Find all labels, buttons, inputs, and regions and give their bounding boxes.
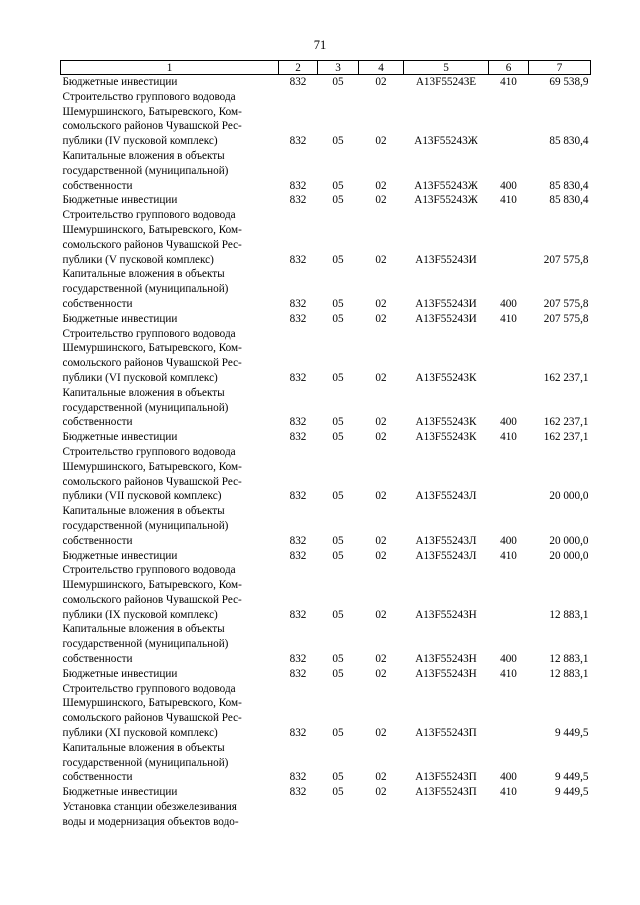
row-expense-type-cell: 400 [500, 771, 517, 784]
row-subsection-cell: 02 [375, 371, 387, 384]
table-row [61, 193, 591, 208]
table-row [61, 386, 591, 430]
row-target-article-cell: А13F55243И [415, 312, 477, 325]
row-expense-type-cell [489, 445, 529, 504]
row-section-cell: 05 [332, 667, 344, 680]
row-subsection-cell: 02 [375, 653, 387, 666]
row-expense-type-cell [489, 208, 529, 267]
row-section-cell: 05 [332, 76, 344, 88]
row-amount-cell: 9 449,5 [554, 727, 589, 740]
row-amount-cell: 20 000,0 [549, 549, 589, 562]
row-subsection-cell: 02 [375, 608, 387, 621]
column-header: 7 [529, 61, 591, 75]
row-name-cell: Строительство группового водовода Шемуршинского, Батыревского, Ком- сомольского районов Чувашской Рес- публики (V пусковой комплекс) [62, 209, 242, 266]
table-row [61, 312, 591, 327]
row-amount-cell: 162 237,1 [543, 371, 589, 384]
row-code-cell: 832 [289, 490, 307, 503]
row-expense-type-cell [489, 563, 529, 622]
row-expense-type-cell [489, 800, 529, 830]
row-subsection-cell: 02 [375, 667, 387, 680]
row-section-cell: 05 [332, 371, 344, 384]
row-code-cell: 832 [289, 297, 307, 310]
row-target-article-cell [404, 800, 489, 830]
row-section-cell: 05 [332, 312, 344, 325]
row-target-article-cell: А13F55243Ж [414, 179, 478, 192]
row-target-article-cell: А13F55243Ж [414, 194, 478, 207]
table-row [61, 667, 591, 682]
row-amount-cell: 162 237,1 [543, 431, 589, 444]
column-header: 2 [279, 61, 318, 75]
row-amount-cell: 207 575,8 [543, 253, 589, 266]
row-section-cell: 05 [332, 416, 344, 429]
row-expense-type-cell [489, 682, 529, 741]
row-target-article-cell: А13F55243Л [415, 534, 477, 547]
row-code-cell: 832 [289, 194, 307, 207]
row-expense-type-cell: 410 [500, 194, 517, 207]
row-section-cell: 05 [332, 253, 344, 266]
row-expense-type-cell: 410 [500, 667, 517, 680]
table-row [61, 267, 591, 311]
row-code-cell: 832 [289, 135, 307, 148]
row-section-cell: 05 [332, 534, 344, 547]
row-amount-cell [529, 800, 591, 830]
row-amount-cell: 12 883,1 [549, 653, 589, 666]
row-subsection-cell: 02 [375, 179, 387, 192]
row-name-cell: Бюджетные инвестиции [62, 194, 178, 207]
row-expense-type-cell [489, 90, 529, 149]
row-section-cell: 05 [332, 771, 344, 784]
row-section-cell: 05 [332, 135, 344, 148]
row-expense-type-cell: 410 [500, 431, 517, 444]
row-amount-cell: 12 883,1 [549, 667, 589, 680]
row-expense-type-cell: 400 [500, 297, 517, 310]
row-name-cell: Установка станции обезжелезивания воды и модернизация объектов водо- [62, 801, 239, 828]
table-row [61, 327, 591, 386]
row-target-article-cell: А13F55243П [415, 727, 477, 740]
page-number: 71 [313, 38, 327, 52]
row-expense-type-cell: 410 [500, 549, 517, 562]
row-name-cell: Бюджетные инвестиции [62, 431, 178, 444]
row-expense-type-cell: 400 [500, 653, 517, 666]
row-amount-cell: 85 830,4 [549, 135, 589, 148]
row-target-article-cell: А13F55243Н [415, 667, 477, 680]
row-name-cell: Бюджетные инвестиции [62, 667, 178, 680]
row-name-cell: Строительство группового водовода Шемуршинского, Батыревского, Ком- сомольского районов Чувашской Рес- публики (IV пусковой комплекс) [62, 90, 242, 148]
row-code-cell: 832 [289, 431, 307, 444]
row-name-cell: Капитальные вложения в объекты государственной (муниципальной) собственности [62, 505, 229, 547]
row-amount-cell: 162 237,1 [543, 416, 589, 429]
row-target-article-cell: А13F55243И [415, 297, 477, 310]
column-header: 1 [61, 61, 279, 75]
row-amount-cell: 85 830,4 [549, 179, 589, 192]
row-name-cell: Бюджетные инвестиции [62, 549, 178, 562]
row-name-cell: Капитальные вложения в объекты государственной (муниципальной) собственности [62, 741, 229, 784]
row-code-cell: 832 [289, 786, 307, 799]
row-subsection-cell: 02 [375, 549, 387, 562]
row-name-cell: Строительство группового водовода Шемуршинского, Батыревского, Ком- сомольского районов Чувашской Рес- публики (VI пусковой комплекс) [62, 327, 242, 384]
row-target-article-cell: А13F55243П [415, 771, 477, 784]
row-expense-type-cell: 410 [500, 312, 517, 325]
row-target-article-cell: А13F55243К [415, 371, 477, 384]
table-row [61, 785, 591, 800]
row-section-cell: 05 [332, 608, 344, 621]
row-section-cell: 05 [332, 179, 344, 192]
row-target-article-cell: А13F55243Л [415, 490, 477, 503]
row-amount-cell: 20 000,0 [549, 534, 589, 547]
row-target-article-cell: А13F55243К [415, 431, 477, 444]
row-amount-cell: 9 449,5 [554, 786, 589, 799]
column-header: 6 [489, 61, 529, 75]
column-header-row [61, 61, 591, 75]
table-row [61, 208, 591, 267]
row-amount-cell: 207 575,8 [543, 297, 589, 310]
row-name-cell: Строительство группового водовода Шемуршинского, Батыревского, Ком- сомольского районов Чувашской Рес- публики (IX пусковой комплекс) [62, 564, 242, 621]
row-expense-type-cell: 400 [500, 179, 517, 192]
row-code-cell: 832 [289, 371, 307, 384]
row-code-cell [279, 800, 318, 830]
row-expense-type-cell: 410 [500, 786, 517, 799]
row-code-cell: 832 [289, 416, 307, 429]
row-code-cell: 832 [289, 667, 307, 680]
row-code-cell: 832 [289, 771, 307, 784]
row-expense-type-cell: 400 [500, 534, 517, 547]
row-amount-cell: 207 575,8 [543, 312, 589, 325]
row-code-cell: 832 [289, 534, 307, 547]
row-name-cell: Капитальные вложения в объекты государственной (муниципальной) собственности [62, 268, 229, 310]
row-subsection-cell: 02 [375, 253, 387, 266]
row-subsection-cell: 02 [375, 534, 387, 547]
column-header: 5 [404, 61, 489, 75]
row-name-cell: Строительство группового водовода Шемуршинского, Батыревского, Ком- сомольского районов Чувашской Рес- публики (XI пусковой комплекс) [62, 682, 242, 740]
row-target-article-cell: А13F55243К [415, 416, 477, 429]
row-name-cell: Строительство группового водовода Шемуршинского, Батыревского, Ком- сомольского районов Чувашской Рес- публики (VII пусковой комплекс) [62, 445, 242, 503]
row-code-cell: 832 [289, 179, 307, 192]
column-header: 4 [359, 61, 404, 75]
budget-table [60, 60, 591, 830]
row-amount-cell: 69 538,9 [549, 76, 589, 88]
row-target-article-cell: А13F55243Н [415, 653, 477, 666]
row-target-article-cell: А13F55243Е [415, 76, 477, 88]
row-section-cell: 05 [332, 727, 344, 740]
table-row [61, 75, 591, 90]
row-target-article-cell: А13F55243Ж [414, 135, 478, 148]
table-row [61, 800, 591, 830]
row-code-cell: 832 [289, 549, 307, 562]
row-amount-cell: 9 449,5 [554, 771, 589, 784]
table-row [61, 563, 591, 622]
row-subsection-cell: 02 [375, 786, 387, 799]
row-subsection-cell: 02 [375, 727, 387, 740]
row-code-cell: 832 [289, 253, 307, 266]
row-target-article-cell: А13F55243Н [415, 608, 477, 621]
row-subsection-cell [359, 800, 404, 830]
row-subsection-cell: 02 [375, 431, 387, 444]
row-target-article-cell: А13F55243П [415, 786, 477, 799]
row-section-cell: 05 [332, 297, 344, 310]
row-code-cell: 832 [289, 653, 307, 666]
row-name-cell: Капитальные вложения в объекты государственной (муниципальной) собственности [62, 386, 229, 429]
row-section-cell: 05 [332, 194, 344, 207]
row-code-cell: 832 [289, 727, 307, 740]
row-section-cell: 05 [332, 653, 344, 666]
table-row [61, 682, 591, 741]
row-subsection-cell: 02 [375, 490, 387, 503]
table-row [61, 430, 591, 445]
table-row [61, 549, 591, 564]
row-section-cell [318, 800, 359, 830]
row-section-cell: 05 [332, 431, 344, 444]
table-row [61, 504, 591, 548]
row-expense-type-cell: 400 [500, 416, 517, 429]
table-row [61, 90, 591, 149]
row-subsection-cell: 02 [375, 771, 387, 784]
table-body [61, 75, 591, 830]
row-section-cell: 05 [332, 490, 344, 503]
row-subsection-cell: 02 [375, 297, 387, 310]
row-code-cell: 832 [289, 76, 307, 88]
table-row [61, 622, 591, 666]
row-name-cell: Капитальные вложения в объекты государственной (муниципальной) собственности [62, 149, 229, 192]
row-target-article-cell: А13F55243И [415, 253, 477, 266]
row-amount-cell: 20 000,0 [549, 490, 589, 503]
row-subsection-cell: 02 [375, 312, 387, 325]
row-expense-type-cell [489, 327, 529, 386]
row-subsection-cell: 02 [375, 416, 387, 429]
table-row [61, 445, 591, 504]
row-section-cell: 05 [332, 549, 344, 562]
row-name-cell: Бюджетные инвестиции [62, 312, 178, 325]
row-expense-type-cell: 410 [500, 76, 517, 88]
row-amount-cell: 12 883,1 [549, 608, 589, 621]
row-name-cell: Бюджетные инвестиции [62, 786, 178, 799]
row-subsection-cell: 02 [375, 194, 387, 207]
row-target-article-cell: А13F55243Л [415, 549, 477, 562]
table-row [61, 149, 591, 193]
row-amount-cell: 85 830,4 [549, 194, 589, 207]
row-subsection-cell: 02 [375, 135, 387, 148]
row-name-cell: Бюджетные инвестиции [62, 76, 178, 88]
row-section-cell: 05 [332, 786, 344, 799]
column-header: 3 [318, 61, 359, 75]
row-subsection-cell: 02 [375, 76, 387, 88]
row-code-cell: 832 [289, 608, 307, 621]
table-row [61, 741, 591, 785]
row-code-cell: 832 [289, 312, 307, 325]
row-name-cell: Капитальные вложения в объекты государственной (муниципальной) собственности [62, 623, 229, 666]
